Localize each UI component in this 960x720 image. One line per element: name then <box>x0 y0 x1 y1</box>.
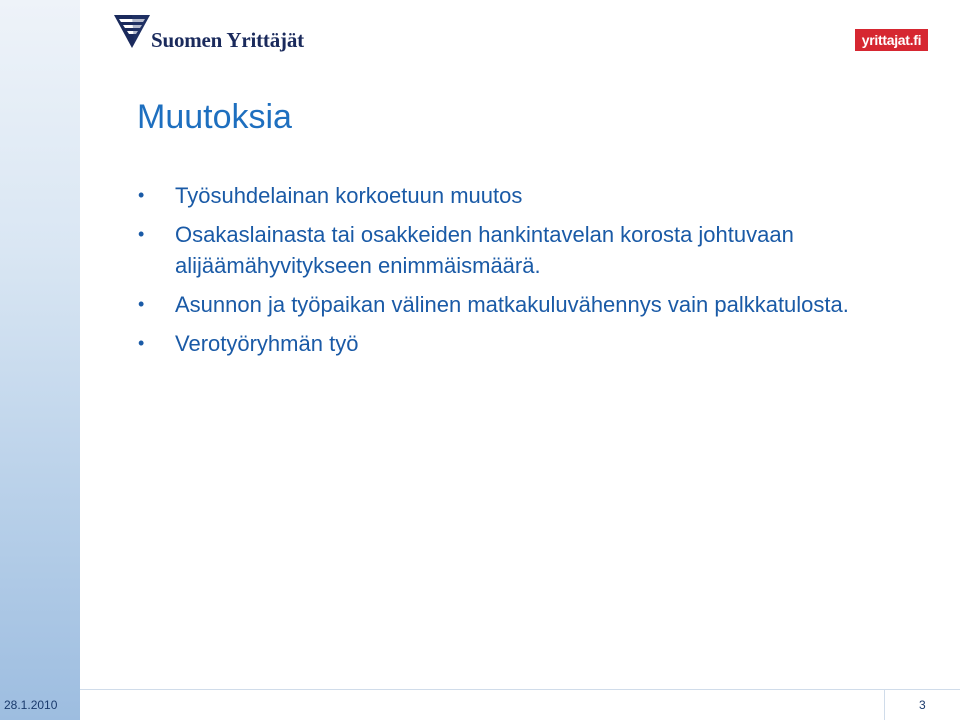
bullet-dot-icon: • <box>138 294 145 314</box>
bullet-text: Osakaslainasta tai osakkeiden hankintavelan korosta johtuvaan alijäämähyvitykseen enimmäismäärä. <box>175 222 794 278</box>
bullet-item <box>137 219 917 281</box>
slide-title: Muutoksia <box>137 98 292 136</box>
bullet-item <box>137 180 917 211</box>
bullet-item <box>137 328 917 359</box>
footer-date: 28.1.2010 <box>4 698 58 712</box>
site-badge[interactable]: yrittajat.fi <box>855 29 928 51</box>
brand-logo[interactable] <box>114 14 314 52</box>
bullet-item <box>137 289 917 320</box>
brand-name: Suomen Yrittäjät <box>151 28 304 52</box>
stripes-logo-icon <box>114 14 154 50</box>
bullet-text: Verotyöryhmän työ <box>175 331 359 356</box>
bullet-text: Työsuhdelainan korkoetuun muutos <box>175 183 523 208</box>
footer-divider <box>80 689 960 690</box>
bullet-dot-icon: • <box>138 224 145 244</box>
side-gradient-band <box>0 0 80 720</box>
page-number: 3 <box>919 698 926 712</box>
footer-separator <box>884 690 885 720</box>
bullet-list <box>137 180 917 367</box>
bullet-dot-icon: • <box>138 185 145 205</box>
bullet-text: Asunnon ja työpaikan välinen matkakuluvähennys vain palkkatulosta. <box>175 292 849 317</box>
bullet-dot-icon: • <box>138 333 145 353</box>
